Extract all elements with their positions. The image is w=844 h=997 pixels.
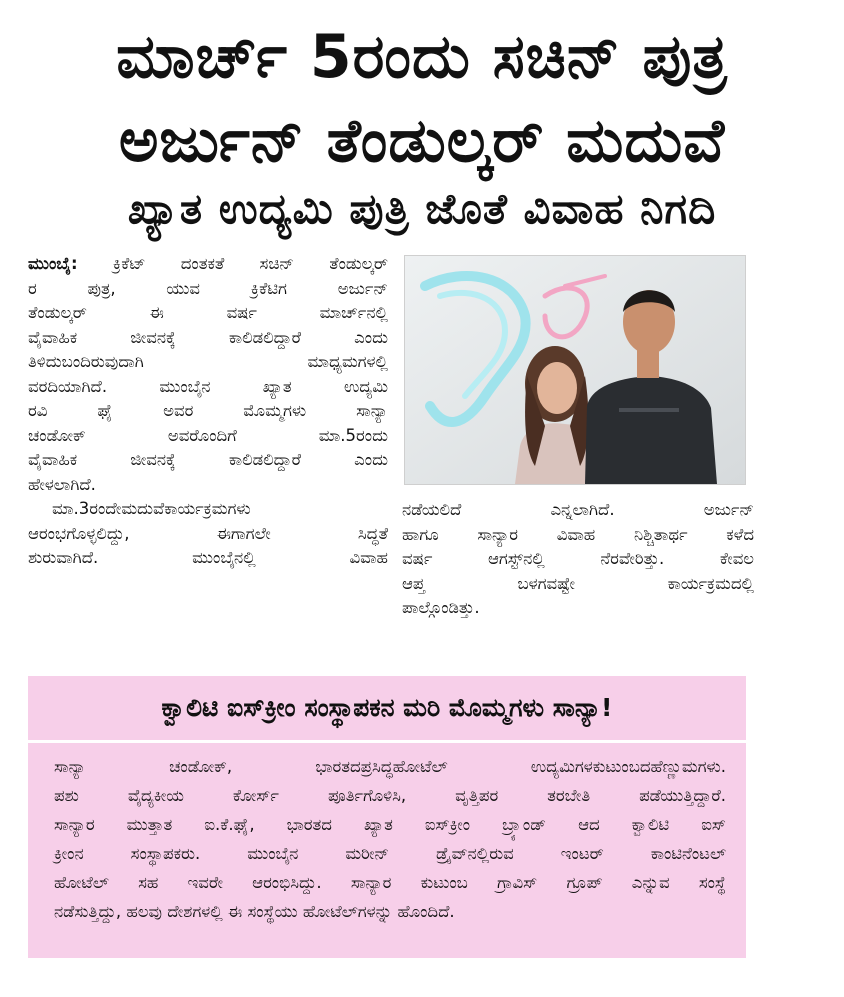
article-line: ಚಂಡೋಕ್ ಅವರೊಂದಿಗೆ ಮಾ.5ರಂದು xyxy=(28,425,388,445)
article-line: ಹಾಗೂ ಸಾನ್ಯಾರ ವಿವಾಹ ನಿಶ್ಚಿತಾರ್ಥ ಕಳೆದ xyxy=(402,524,754,544)
article-line: ತೆಂಡುಲ್ಕರ್ ಈ ವರ್ಷ ಮಾರ್ಚ್‌ನಲ್ಲಿ xyxy=(28,303,388,322)
info-box-line: ಸಾನ್ಯಾ ಚಂಡೋಕ್, ಭಾರತದಪ್ರಸಿದ್ಧಹೋಟೆಲ್ ಉದ್ಯಮಿಗಳಕುಟುಂಬದಹೆಣ್ಣುಮಗಳು. xyxy=(54,757,726,776)
article-column-left xyxy=(28,252,388,571)
article-line: ವೈವಾಹಿಕ ಜೀವನಕ್ಕೆ ಕಾಲಿಡಲಿದ್ದಾರೆ ಎಂದು xyxy=(28,327,388,347)
article-line: ರ ಪುತ್ರ, ಯುವ ಕ್ರಿಕೆಟಿಗ ಅರ್ಜುನ್ xyxy=(28,278,388,298)
headline-line-1: ಮಾರ್ಚ್ 5ರಂದು ಸಚಿನ್ ಪುತ್ರ xyxy=(116,22,728,92)
divider xyxy=(28,740,746,743)
info-box-line: ಹೋಟೆಲ್ ಸಹ ಇವರೇ ಆರಂಭಿಸಿದ್ದು. ಸಾನ್ಯಾರ ಕುಟುಂಬ ಗ್ರಾವಿಸ್ ಗ್ರೂಪ್ ಎನ್ನುವ ಸಂಸ್ಥೆ xyxy=(54,873,726,892)
article-line: ಆಪ್ತ ಬಳಗವಷ್ಟೇ ಕಾರ್ಯಕ್ರಮದಲ್ಲಿ xyxy=(402,573,754,593)
info-box xyxy=(28,676,746,958)
article-line: ಮುಂಬೈ: ಕ್ರಿಕೆಟ್ ದಂತಕತೆ ಸಚಿನ್ ತೆಂಡುಲ್ಕರ್ xyxy=(28,254,388,273)
headline-line-2: ಅರ್ಜುನ್ ತೆಂಡುಲ್ಕರ್ ಮದುವೆ xyxy=(118,106,726,176)
info-box-line: ಪಶು ವೈದ್ಯಕೀಯ ಕೋರ್ಸ್ ಪೂರ್ತಿಗೊಳಿಸಿ, ವೃತ್ತಿಪರ ತರಬೇತಿ ಪಡೆಯುತ್ತಿದ್ದಾರೆ. xyxy=(54,786,726,805)
article-line: ತಿಳಿದುಬಂದಿರುವುದಾಗಿ ಮಾಧ್ಯಮಗಳಲ್ಲಿ xyxy=(28,352,388,371)
article-line: ವರ್ಷ ಆಗಸ್ಟ್‌ನಲ್ಲಿ ನೆರವೇರಿತ್ತು. ಕೇವಲ xyxy=(402,549,754,568)
article-line: ಹೇಳಲಾಗಿದೆ. xyxy=(28,474,96,494)
article-line: ನಡೆಯಲಿದೆ ಎನ್ನಲಾಗಿದೆ. ಅರ್ಜುನ್ xyxy=(402,500,754,519)
article-line: ವೈವಾಹಿಕ ಜೀವನಕ್ಕೆ ಕಾಲಿಡಲಿದ್ದಾರೆ ಎಂದು xyxy=(28,450,388,469)
article-line: ಪಾಲ್ಗೊಂಡಿತ್ತು. xyxy=(402,598,480,617)
info-box-line: ಸಾನ್ಯಾರ ಮುತ್ತಾತ ಐ.ಕೆ.ಘೈ, ಭಾರತದ ಖ್ಯಾತ ಐಸ್‌ಕ್ರೀಂ ಬ್ರ್ಯಾಂಡ್ ಆದ ಕ್ವಾಲಿಟಿ ಐಸ್ xyxy=(54,815,726,834)
dateline: ಮುಂಬೈ: xyxy=(28,254,78,273)
info-box-title: ಕ್ವಾಲಿಟಿ ಐಸ್‌ಕ್ರೀಂ ಸಂಸ್ಥಾಪಕನ ಮರಿ ಮೊಮ್ಮಗಳು ಸಾನ್ಯಾ! xyxy=(161,693,613,722)
article-column-right xyxy=(402,498,754,621)
article-line: ಆರಂಭಗೊಳ್ಳಲಿದ್ದು, ಈಗಾಗಲೇ ಸಿದ್ಧತೆ xyxy=(28,523,388,543)
article-line: ರವಿ ಘೈ ಅವರ ಮೊಮ್ಮಗಳು ಸಾನ್ಯಾ xyxy=(28,401,388,420)
info-box-line: ನಡೆಸುತ್ತಿದ್ದು, ಹಲವು ದೇಶಗಳಲ್ಲಿ ಈ ಸಂಸ್ಥೆಯು ಹೋಟೆಲ್‌ಗಳನ್ನು ಹೊಂದಿದೆ. xyxy=(54,902,455,921)
subheadline: ಖ್ಯಾತ ಉದ್ಯಮಿ ಪುತ್ರಿ ಜೊತೆ ವಿವಾಹ ನಿಗದಿ xyxy=(127,184,717,233)
article-line: ಮಾ.3ರಂದೇಮದುವೆಕಾರ್ಯಕ್ರಮಗಳು xyxy=(52,499,251,518)
couple-photo xyxy=(404,255,746,485)
info-box-body xyxy=(54,752,726,926)
article-line: ವರದಿಯಾಗಿದೆ. ಮುಂಬೈನ ಖ್ಯಾತ ಉದ್ಯಮಿ xyxy=(28,376,388,396)
article-line: ಶುರುವಾಗಿದೆ. ಮುಂಬೈನಲ್ಲಿ ವಿವಾಹ xyxy=(28,548,388,567)
info-box-line: ಕ್ರೀಂನ ಸಂಸ್ಥಾಪಕರು. ಮುಂಬೈನ ಮರೀನ್ ಡ್ರೈವ್‌ನಲ್ಲಿರುವ ಇಂಟರ್ ಕಾಂಟಿನೆಂಟಲ್ xyxy=(54,844,726,863)
